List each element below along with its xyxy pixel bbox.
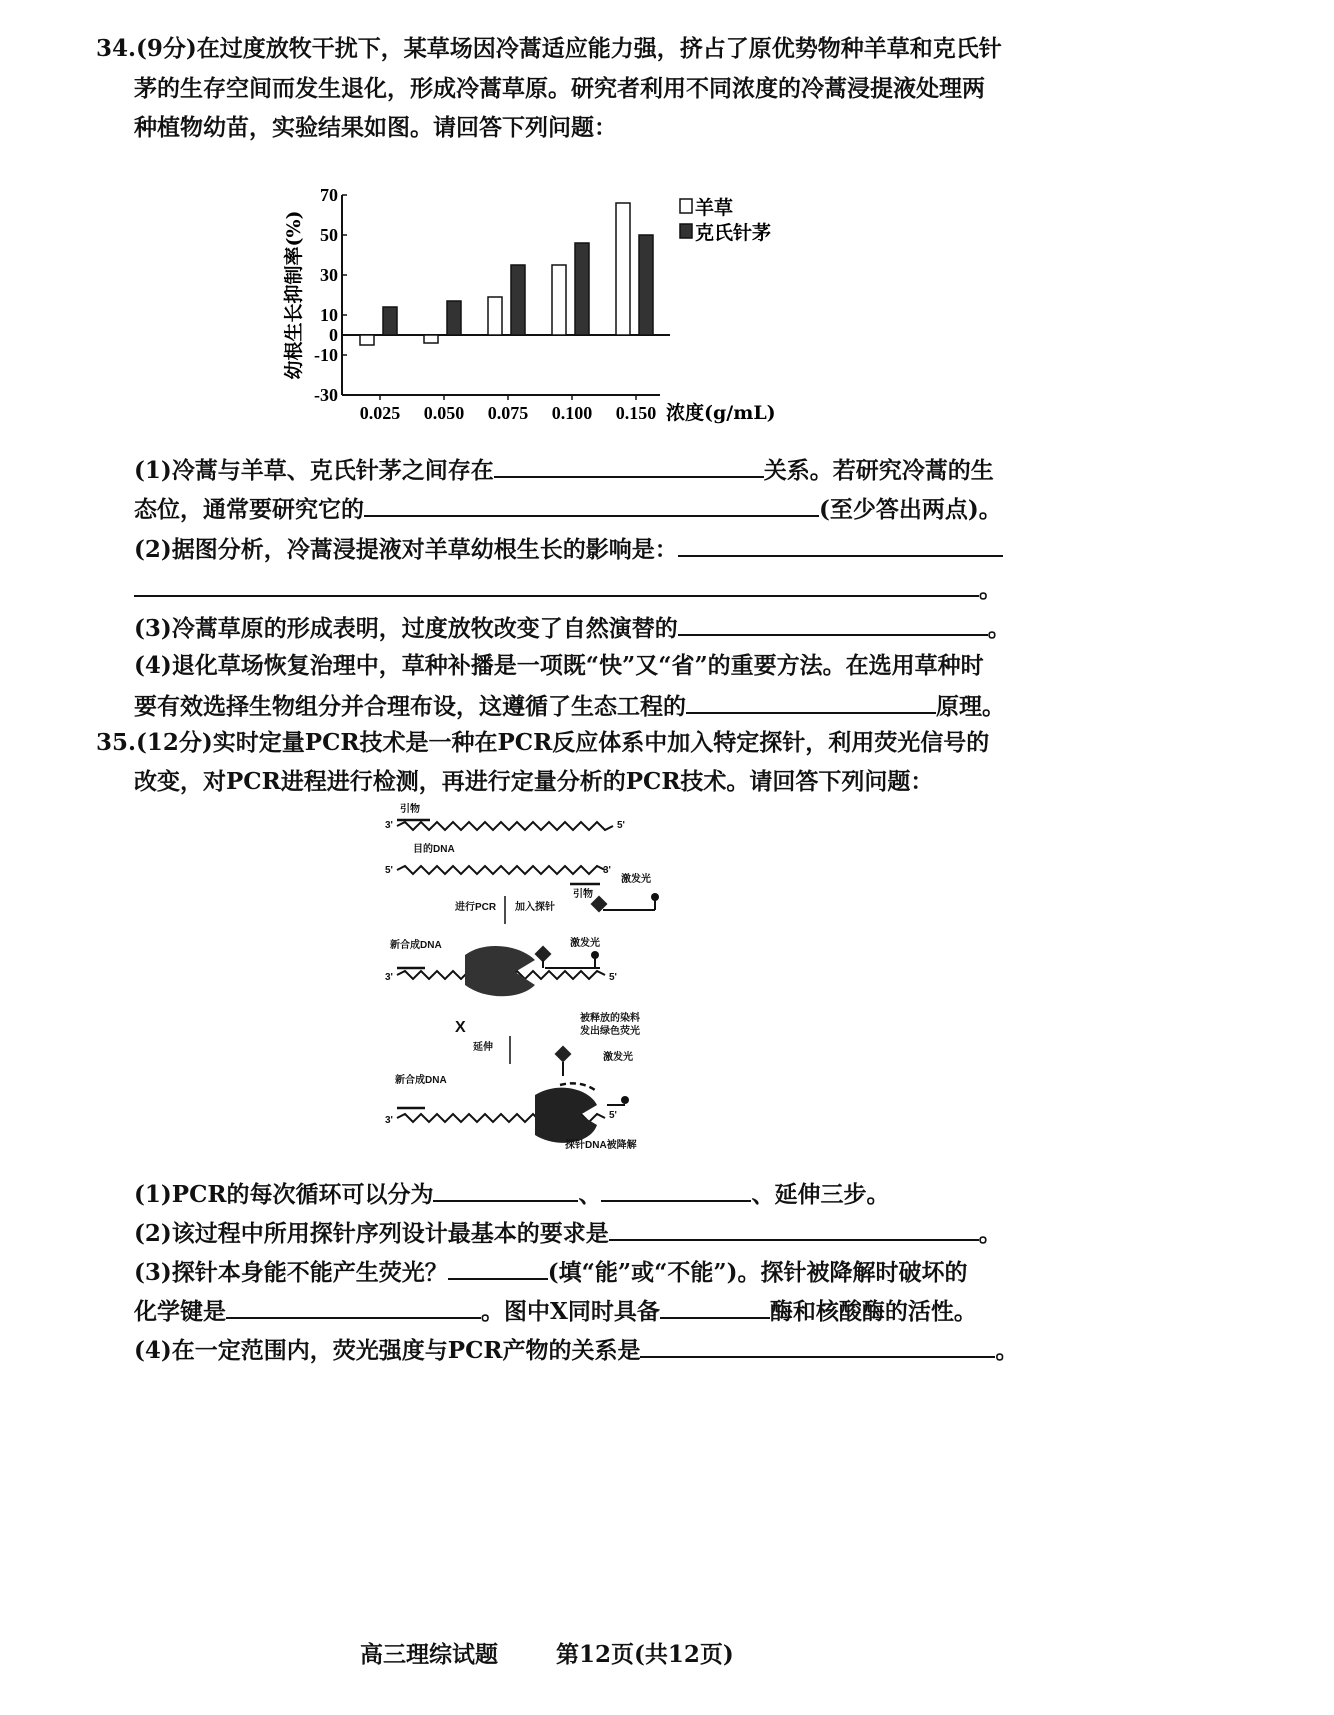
q35-header: 35.(12分)实时定量PCR技术是一种在PCR反应体系中加入特定探针，利用荧光信号的 [96,729,990,756]
template-strand-top [397,822,613,830]
label-new-dna-1: 新合成DNA [390,940,442,951]
label-excite-light-1: 激发光 [621,874,651,885]
q35-sub1-mid: 、 [578,1181,602,1208]
q35-sub1 [134,1178,1334,1210]
answer-blank-6[interactable] [433,1178,578,1202]
end-label: 3' [385,820,393,831]
bar-keshi [511,265,525,335]
q34-sub2-text: (2)据图分析，冷蒿浸提液对羊草幼根生长的影响是： [134,536,678,563]
q35-line2: 改变，对PCR进程进行检测，再进行定量分析的PCR技术。请回答下列问题： [134,768,934,795]
bar-yangcao [616,203,630,335]
q35-sub3b-text: 化学键是 [134,1298,226,1325]
y-tick-label: 70 [320,185,338,205]
x-axis-label: 浓度(g/mL) [666,402,776,424]
q35-sub4-end: 。 [995,1337,1019,1364]
q35-sub3b [134,1295,1334,1327]
probe-remnant-quencher [621,1096,629,1104]
pcr-mechanism-diagram [385,800,705,1151]
bar-chart [283,185,790,430]
q34-sub1b-text: 态位，通常要研究它的 [134,496,364,523]
bar-yangcao [424,335,438,343]
enzyme-x-1 [465,946,535,996]
q35-sub4 [134,1334,1334,1366]
label-new-dna-2: 新合成DNA [395,1075,447,1086]
end-label: 5' [609,972,617,983]
bar-keshi [639,235,653,335]
answer-blank-7[interactable] [601,1178,751,1202]
end-label: 5' [385,865,393,876]
q34-sub3-text: (3)冷蒿草原的形成表明，过度放牧改变了自然演替的 [134,615,678,642]
q35-sub3a [134,1256,1334,1288]
end-label: 5' [617,820,625,831]
y-tick-label: -30 [314,385,338,405]
legend-label: 克氏针茅 [695,222,772,244]
q34-sub1b-post: (至少答出两点)。 [819,496,1002,523]
x-tick-label: 0.100 [551,403,593,423]
y-tick-label: -10 [314,345,338,365]
end-label: 3' [603,865,611,876]
label-do-pcr: 进行PCR [455,902,497,913]
q35-sub2-text: (2)该过程中所用探针序列设计最基本的要求是 [134,1220,609,1247]
q34-sub3-end: 。 [987,615,1011,642]
bar-keshi [383,307,397,335]
q35-sub2-end: 。 [978,1220,1002,1247]
label-add-probe: 加入探针 [515,902,555,913]
enzyme-x-2 [535,1088,597,1143]
answer-blank-5[interactable] [686,690,936,714]
exam-title: 高三理综试题 [360,1641,498,1668]
bar-yangcao [552,265,566,335]
q35-sub3a-post: (填“能”或“不能”)。探针被降解时破坏的 [547,1259,968,1286]
probe-1-quencher [651,893,659,901]
q34-sub1a-text: (1)冷蒿与羊草、克氏针茅之间存在 [134,457,494,484]
q34-sub3 [134,612,1334,644]
label-primer-mid: 引物 [573,889,593,900]
answer-blank-8[interactable] [609,1217,979,1241]
y-tick-label: 30 [320,265,338,285]
label-released-dye-2: 发出绿色荧光 [580,1026,640,1037]
answer-blank-11[interactable] [660,1295,770,1319]
probe-2-quencher [591,951,599,959]
y-tick-label: 50 [320,225,338,245]
answer-blank-1[interactable] [494,454,764,478]
q35-sub3b-mid: 。图中X同时具备 [481,1298,660,1325]
q34-sub2-cont [134,573,1334,605]
q34-sub4b-text: 要有效选择生物组分并合理布设，这遵循了生态工程的 [134,693,686,720]
bar-keshi [575,243,589,335]
answer-blank-4[interactable] [678,612,988,636]
label-x: X [455,1019,466,1036]
q34-line2: 茅的生存空间而发生退化，形成冷蒿草原。研究者利用不同浓度的冷蒿浸提液处理两 [134,75,985,102]
legend-swatch [680,199,692,213]
released-dye [555,1046,572,1063]
end-label: 3' [385,1115,393,1126]
q35-sub3a-text: (3)探针本身能不能产生荧光？ [134,1259,448,1286]
answer-blank-10[interactable] [226,1295,481,1319]
q35-sub2 [134,1217,1334,1249]
q34-sub4b [134,690,1334,722]
q34-line3: 种植物幼苗，实验结果如图。请回答下列问题： [134,114,617,141]
q35-sub1-text: (1)PCR的每次循环可以分为 [134,1181,434,1208]
label-excite-light-3: 激发光 [603,1052,633,1063]
label-released-dye-1: 被释放的染料 [580,1013,640,1024]
x-tick-label: 0.025 [359,403,401,423]
x-tick-label: 0.050 [423,403,465,423]
q35-sub3b-post: 酶和核酸酶的活性。 [769,1298,977,1325]
answer-blank-3b[interactable] [134,573,979,597]
q34-header: 34.(9分)在过度放牧干扰下，某草场因冷蒿适应能力强，挤占了原优势物种羊草和克氏针 [96,35,1002,62]
answer-blank-9[interactable] [448,1256,548,1280]
y-axis-label: 幼根生长抑制率(%) [283,210,305,380]
x-tick-label: 0.150 [615,403,657,423]
y-tick-label: 10 [320,305,338,325]
label-excite-light-2: 激发光 [570,938,600,949]
q34-sub1a [134,454,1334,486]
end-label: 5' [609,1110,617,1121]
bar-keshi [447,301,461,335]
label-primer-top: 引物 [400,804,420,815]
q35-sub1-post: 、延伸三步。 [751,1181,890,1208]
x-tick-label: 0.075 [487,403,529,423]
legend-swatch [680,224,692,238]
legend-label: 羊草 [695,197,734,219]
bar-yangcao [488,297,502,335]
answer-blank-2[interactable] [364,493,819,517]
q34-sub1a-post: 关系。若研究冷蒿的生 [763,457,994,484]
label-target-dna: 目的DNA [413,844,455,855]
q35-sub4-text: (4)在一定范围内，荧光强度与PCR产物的关系是 [134,1337,641,1364]
q34-sub4a: (4)退化草场恢复治理中，草种补播是一项既“快”又“省”的重要方法。在选用草种时 [134,652,984,679]
probe-2-dye [535,946,552,963]
y-tick-label: 0 [329,325,338,345]
q34-sub2 [134,533,1334,565]
q34-sub2-end: 。 [979,576,1002,603]
label-extend: 延伸 [473,1042,493,1053]
end-label: 3' [385,972,393,983]
answer-blank-12[interactable] [640,1334,995,1358]
q34-sub4b-post: 原理。 [936,693,1005,720]
label-probe-degraded: 探针DNA被降解 [565,1140,637,1151]
answer-blank-3a[interactable] [678,533,1003,557]
template-strand-bottom [397,866,605,874]
bar-yangcao [360,335,374,345]
page-number: 第12页(共12页) [556,1641,734,1668]
q34-sub1b [134,493,1334,525]
